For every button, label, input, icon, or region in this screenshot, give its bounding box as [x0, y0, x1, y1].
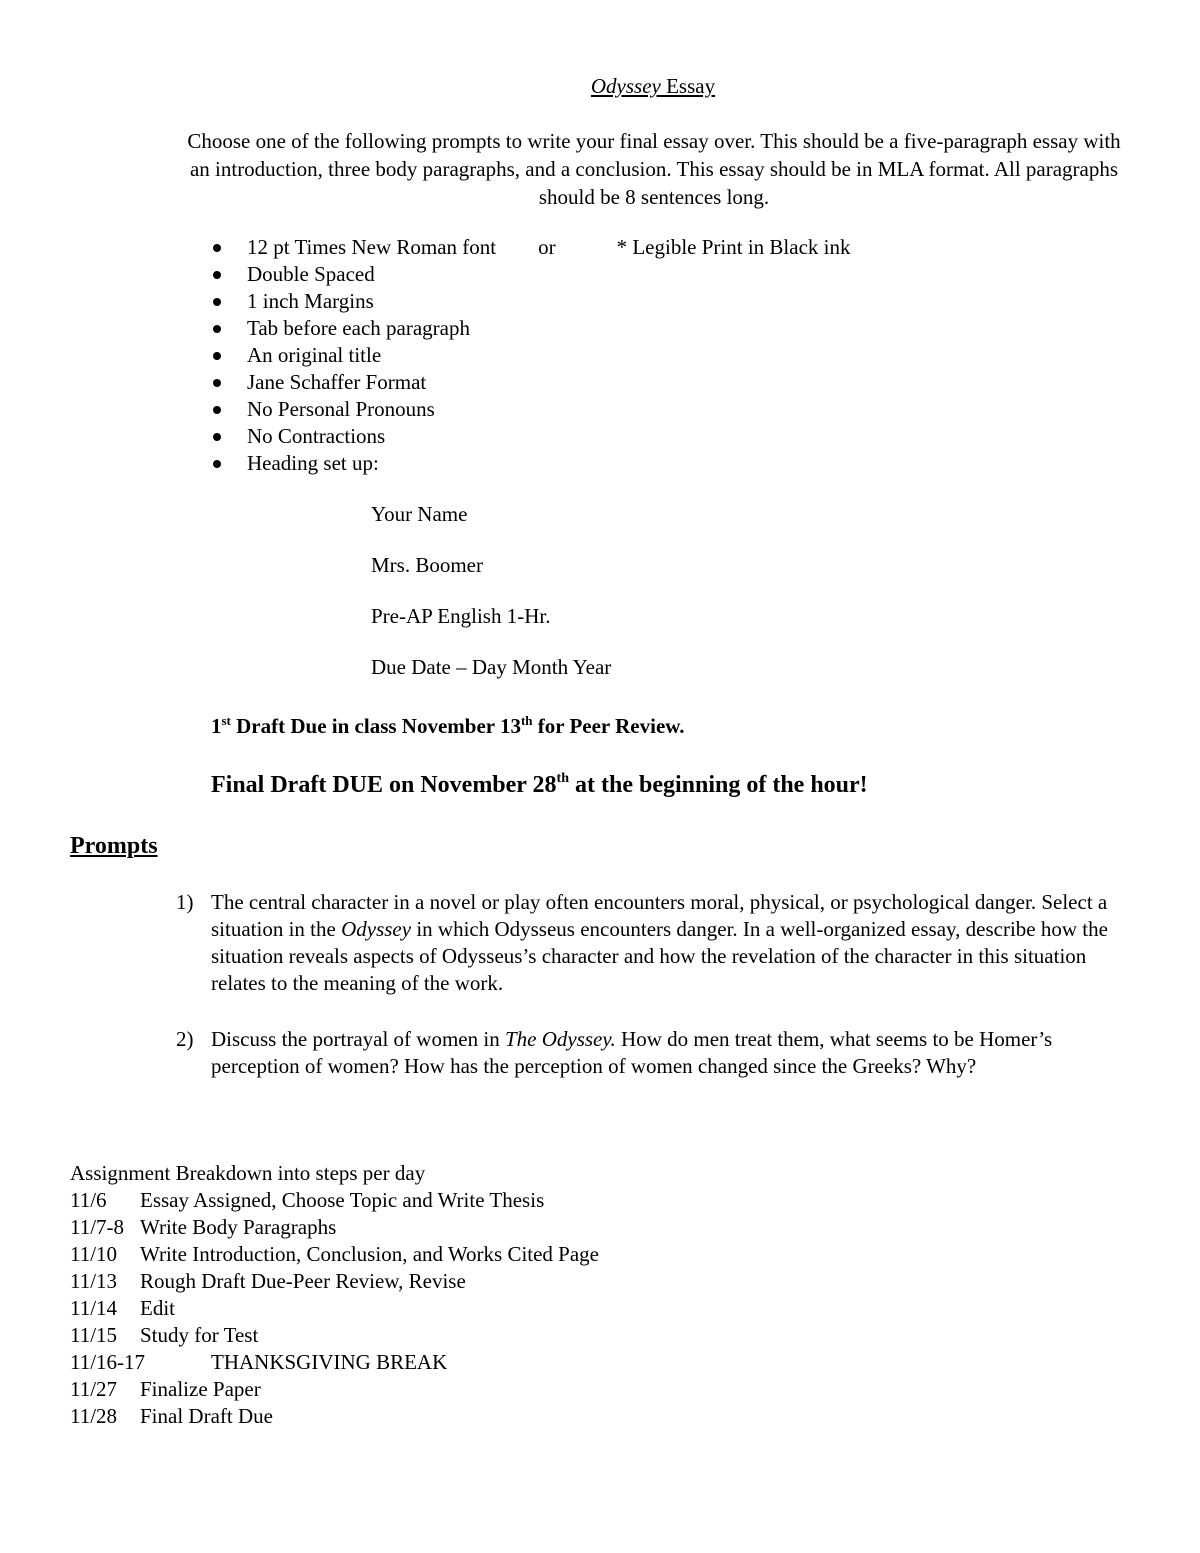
requirement-item: 12 pt Times New Roman font or * Legible Print in Black ink [210, 234, 851, 261]
prompt-number: 2) [176, 1027, 194, 1051]
prompts-heading: Prompts [70, 833, 158, 859]
schedule-heading: Assignment Breakdown into steps per day [70, 1161, 426, 1185]
prompt-item [176, 1026, 1126, 1080]
requirement-item: Tab before each paragraph [210, 315, 851, 342]
assignment-schedule [70, 1160, 599, 1430]
requirement-or: or [538, 235, 556, 259]
schedule-row: 11/15 Study for Test [70, 1323, 259, 1347]
schedule-row: 11/10 Write Introduction, Conclusion, and Works Cited Page [70, 1242, 600, 1266]
schedule-row: 11/7-8 Write Body Paragraphs [70, 1215, 337, 1239]
heading-line: Mrs. Boomer [371, 553, 483, 577]
requirement-item: No Contractions [210, 423, 851, 450]
requirement-item: Jane Schaffer Format [210, 369, 851, 396]
requirement-item: 1 inch Margins [210, 288, 851, 315]
schedule-row: 11/13 Rough Draft Due-Peer Review, Revise [70, 1269, 466, 1293]
schedule-row: 11/27 Finalize Paper [70, 1377, 261, 1401]
first-draft-due: 1st Draft Due in class November 13th for Peer Review. [211, 713, 685, 738]
heading-line: Your Name [371, 502, 468, 526]
schedule-row: 11/6 Essay Assigned, Choose Topic and Write Thesis [70, 1188, 545, 1212]
requirement-item: No Personal Pronouns [210, 396, 851, 423]
intro-paragraph: Choose one of the following prompts to write your final essay over. This should be a five-paragraph essay with an introduction, three body paragraphs, and a conclusion. This essay should be in MLA format. All paragraphs should be 8 sentences long. [187, 129, 1121, 209]
requirements-list [210, 234, 851, 477]
prompt-item [176, 889, 1126, 997]
requirement-alternative: * Legible Print in Black ink [616, 235, 851, 259]
schedule-row: 11/16-17 THANKSGIVING BREAK [70, 1350, 448, 1374]
prompt-number: 1) [176, 890, 194, 914]
requirement-item: Heading set up: [210, 450, 851, 477]
prompt-text: Discuss the portrayal of women in The Odyssey. How do men treat them, what seems to be Homer’s perception of women? How has the perception of women changed since the Greeks? Why? [211, 1027, 1053, 1078]
title-italic: Odyssey [590, 74, 661, 98]
prompt-text: The central character in a novel or play often encounters moral, physical, or psychological danger. Select a situation in the Odyssey in which Odysseus encounters danger. In a well-organized essay, describe how the situation reveals aspects of Odysseus’s character and how the revelation of the character in this situation relates to the meaning of the work. [211, 890, 1108, 995]
requirement-item: Double Spaced [210, 261, 851, 288]
schedule-row: 11/14 Edit [70, 1296, 175, 1320]
requirement-item: An original title [210, 342, 851, 369]
final-draft-due: Final Draft DUE on November 28th at the beginning of the hour! [211, 771, 868, 798]
schedule-row: 11/28 Final Draft Due [70, 1404, 273, 1428]
heading-line: Pre-AP English 1-Hr. [371, 604, 551, 628]
title-rest: Essay [660, 74, 716, 98]
heading-line: Due Date – Day Month Year [371, 655, 612, 679]
document-title [0, 73, 1200, 100]
heading-example [371, 501, 611, 705]
